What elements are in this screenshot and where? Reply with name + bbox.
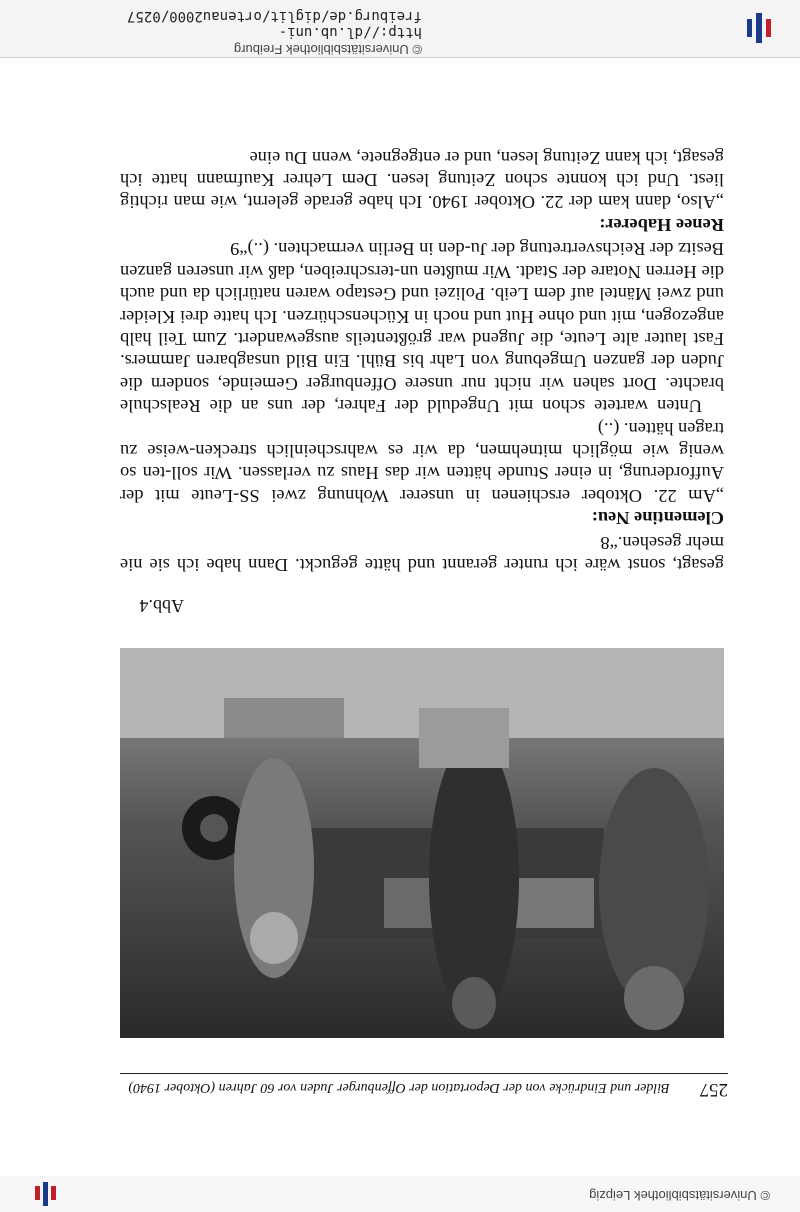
library-logo-icon: [26, 1180, 62, 1208]
running-title: Bilder und Eindrücke von der Deportation der Offenburger Juden vor 60 Jahren (Oktober 1940): [128, 1080, 670, 1095]
figure-caption: Abb.4: [139, 596, 184, 616]
viewer-bottom-bar: [0, 0, 800, 58]
paragraph: gesagt, sonst wäre ich runter gerannt und hätte geguckt. Dann habe ich sie nie mehr gesehen.“8: [120, 532, 724, 575]
document-url-link[interactable]: http://dl.ub.uni-freiburg.de/diglit/ortenau2000/0257: [126, 8, 422, 40]
page-header: [120, 1073, 728, 1100]
institution-credit: © Universitätsbibliothek Freiburg: [233, 42, 422, 57]
speaker-heading: Clementine Neu:: [591, 508, 724, 529]
body-text: [120, 146, 724, 576]
speaker-heading: Renee Haberer:: [599, 214, 724, 235]
copyright-notice: © Universitätsbibliothek Leipzig: [589, 1188, 770, 1203]
paragraph: „Also, dann kam der 22. Oktober 1940. Ich habe gerade gelernt, wie man richtig liest. Und ich konnte schon Zeitung lesen. Dem Lehrer Kaufmann hatte ich gesagt, ich kann Zeitung lesen, und er entgegnete, wenn Du eine: [120, 147, 724, 213]
scanned-page: [0, 58, 800, 1176]
deportation-photograph: [120, 648, 724, 1038]
paragraph: „Am 22. Oktober erschienen in unserer Wohnung zwei SS-Leute mit der Aufforderung, in einer Stunde hätten wir das Haus zu verlassen. Wir soll-ten so wenig wie möglich mitnehmen, da wir es wahrscheinlich strecken-weise zu tragen hätten. (..): [120, 418, 724, 506]
page-number: 257: [699, 1079, 728, 1100]
viewer-top-bar: [0, 1175, 800, 1212]
university-logo-icon: [744, 13, 774, 43]
paragraph: Unten wartete schon mit Ungeduld der Fahrer, der uns an die Realschule brachte. Dort sahen wir nicht nur unsere Offenburger Gemeinde, sondern die Juden der ganzen Umgebung von Lahr bis Bühl. Ein Bild unsagbaren Jammers. Fast lauter alte Leute, die Jugend war größtenteils ausgewandert. Zum Teil halb angezogen, mit und ohne Hut und noch in Küchenschürzen. Ich hatte drei Kleider und zwei Mäntel auf dem Leib. Polizei und Gestapo waren natürlich da und auch die Herren Notare der Stadt. Wir mußten un-terschreiben, daß wir unseren ganzen Besitz der Reichsvertretung der Ju-den in Berlin vermachten. (..)“9: [120, 239, 724, 417]
